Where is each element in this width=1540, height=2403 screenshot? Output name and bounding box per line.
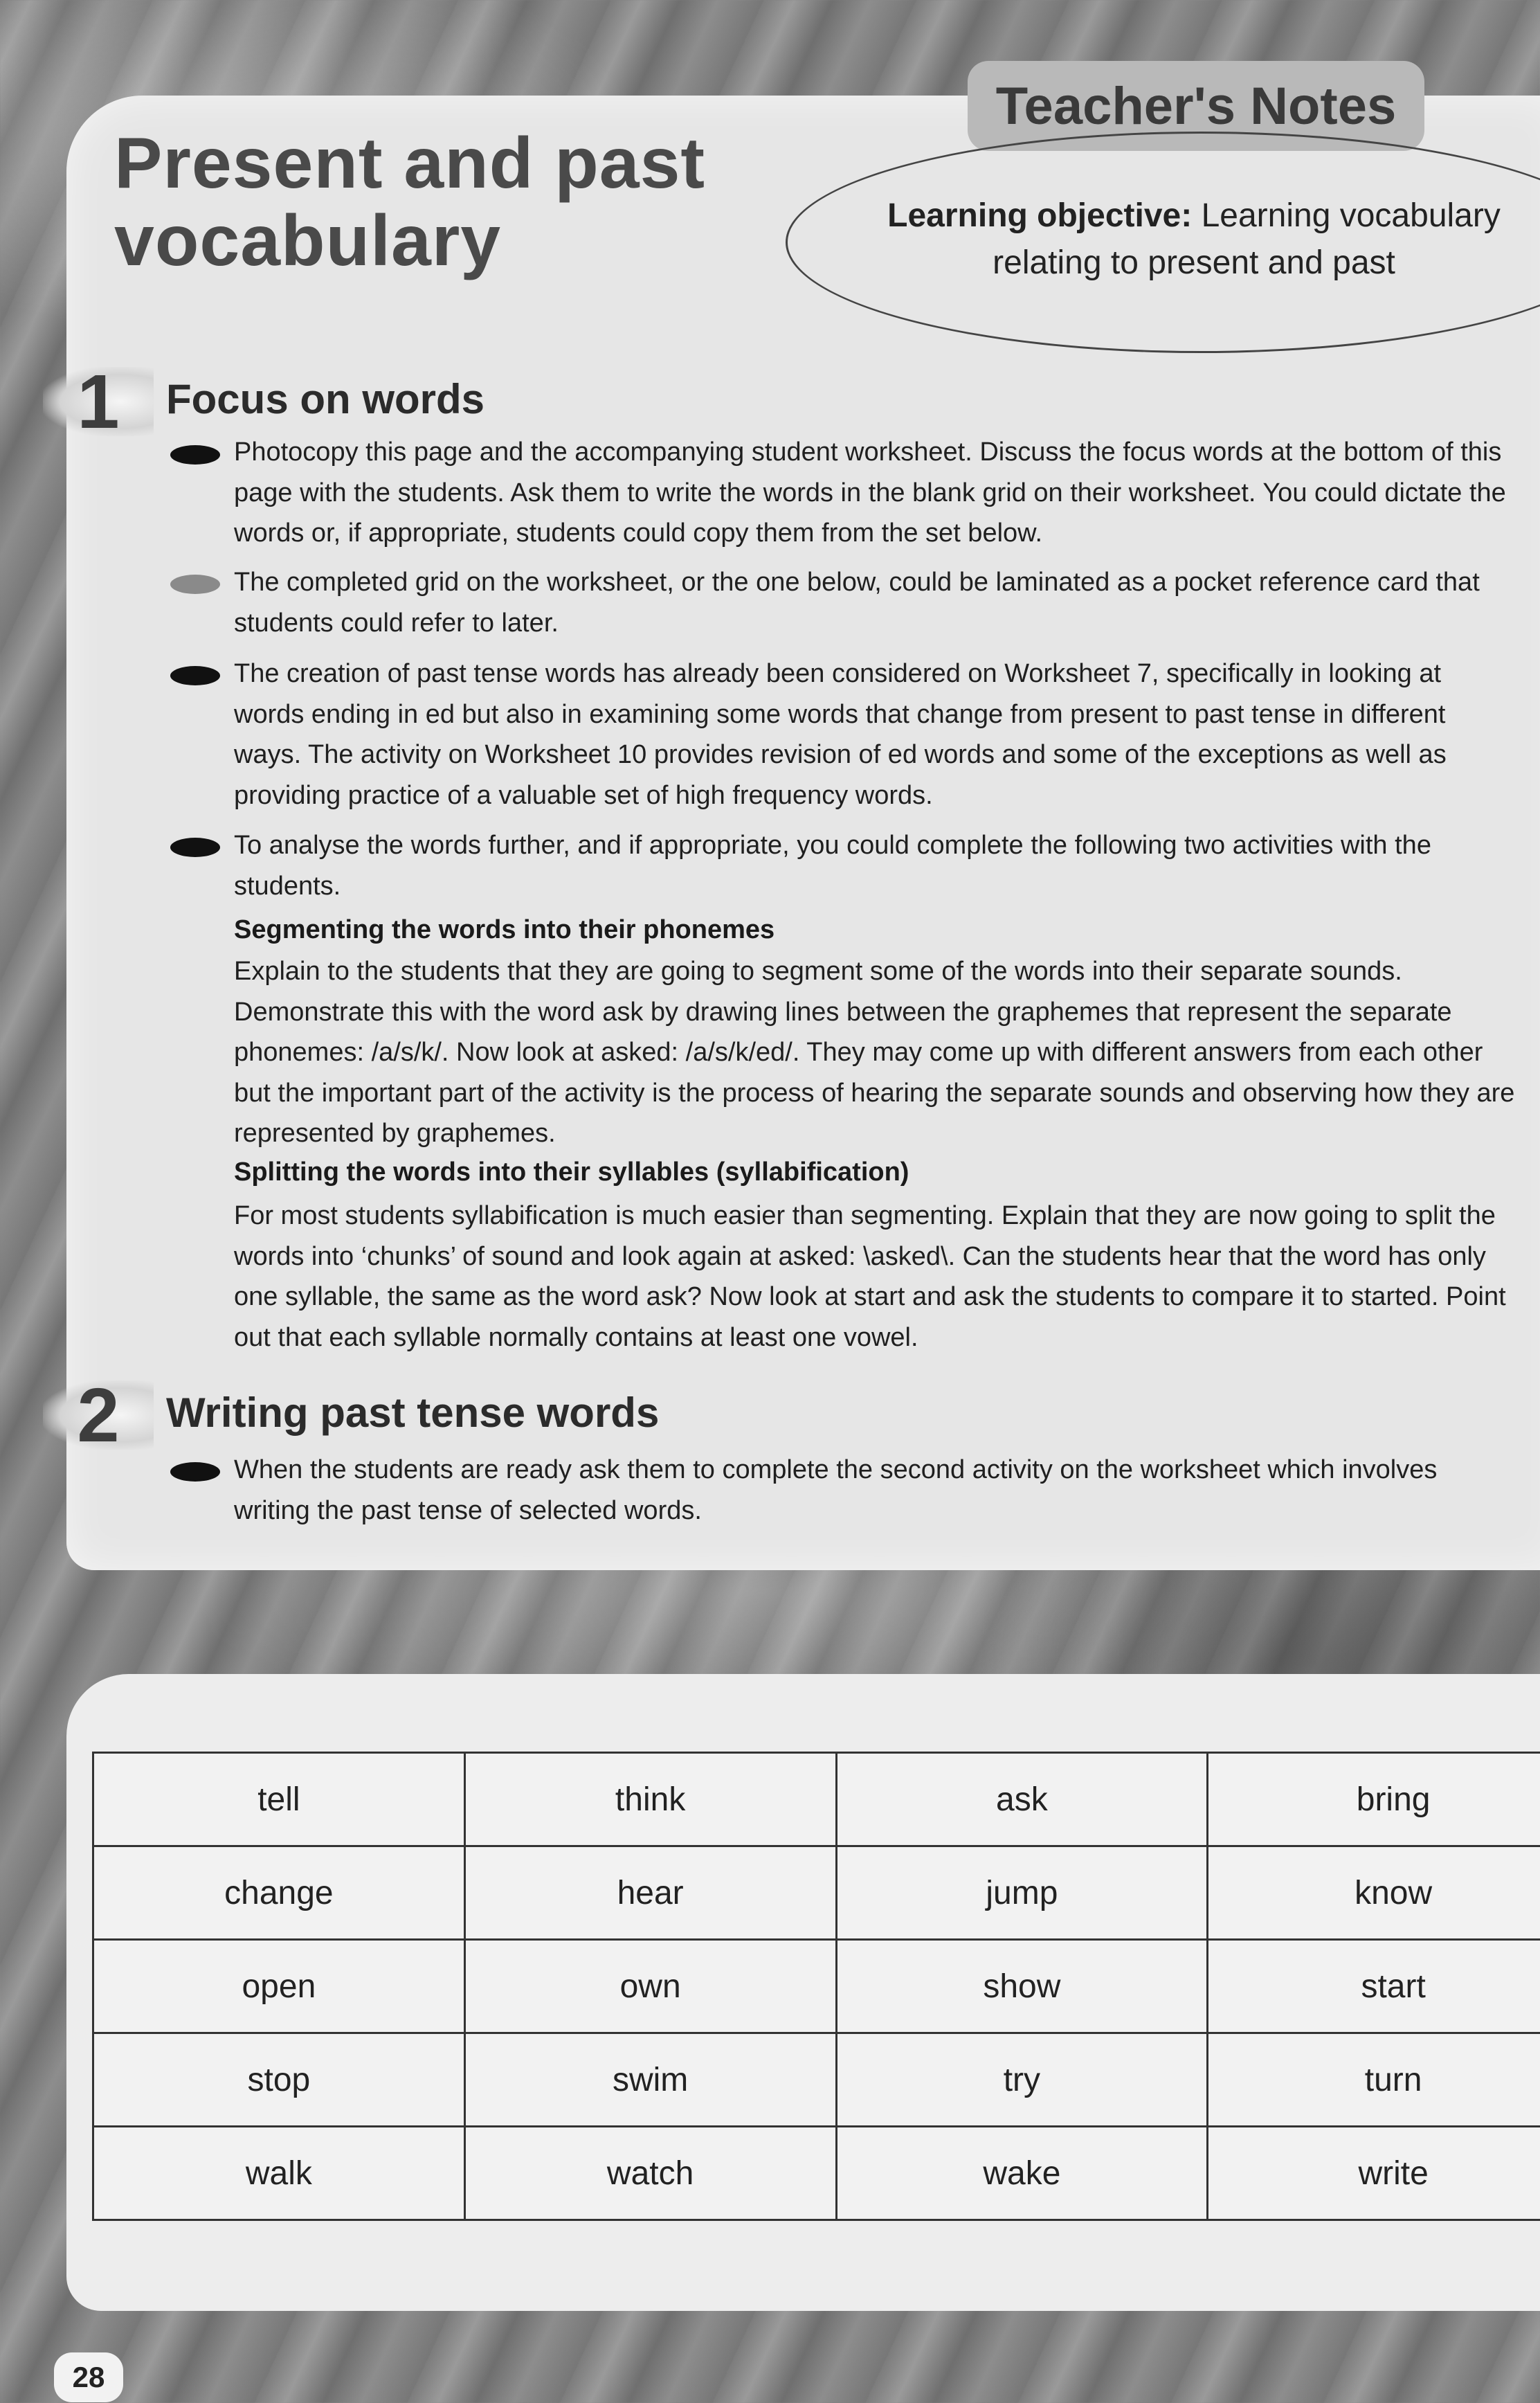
splitting-paragraph: For most students syllabification is much easier than segmenting. Explain that they are now going to split the words into ‘chunks’ of sound and look again at asked: \asked\. Can the students hear that the word has only one syllable, the same as the word ask? Now look at start and ask the students to compare it to started. Point out that each syllable normally contains at least one vowel. bbox=[234, 1201, 1506, 1352]
subheading-splitting: Splitting the words into their syllables (syllabification) bbox=[234, 1158, 909, 1187]
bullet-icon bbox=[170, 445, 220, 465]
word-cell: tell bbox=[93, 1753, 465, 1846]
word-cell: change bbox=[93, 1846, 465, 1940]
bullet-icon bbox=[170, 666, 220, 685]
learning-objective bbox=[831, 192, 1540, 287]
word-cell: ask bbox=[836, 1753, 1208, 1846]
table-row bbox=[93, 2127, 1540, 2220]
objective-label: Learning objective: bbox=[887, 197, 1193, 234]
bullet-icon bbox=[170, 575, 220, 594]
table-row bbox=[93, 1753, 1540, 1846]
teachers-notes-tab: Teacher's Notes bbox=[968, 61, 1424, 151]
bullet-paragraph: When the students are ready ask them to complete the second activity on the worksheet which involves writing the past tense of selected words. bbox=[234, 1455, 1438, 1525]
word-cell: show bbox=[836, 1940, 1208, 2033]
word-cell: stop bbox=[93, 2033, 465, 2127]
word-cell: start bbox=[1208, 1940, 1540, 2033]
bullet-paragraph: Photocopy this page and the accompanying student worksheet. Discuss the focus words at the bottom of this page with the students. Ask them to write the words in the blank grid on their worksheet. You could dictate the words or, if appropriate, students could copy them from the set below. bbox=[234, 438, 1506, 548]
section-heading-focus-on-words: Focus on words bbox=[166, 376, 485, 422]
bullet-paragraph: The creation of past tense words has already been considered on Worksheet 7, specifically in looking at words ending in ed but also in examining some words that change from present to past tense in different ways. The activity on Worksheet 10 provides revision of ed words and some of the exceptions as well as providing practice of a valuable set of high frequency words. bbox=[234, 659, 1447, 810]
page-number: 28 bbox=[54, 2352, 123, 2402]
word-cell: think bbox=[464, 1753, 836, 1846]
page-title-text: Present and past vocabulary bbox=[114, 123, 706, 281]
bullet-paragraph: To analyse the words further, and if appropriate, you could complete the following two activities with the students. bbox=[234, 831, 1431, 901]
word-cell: turn bbox=[1208, 2033, 1540, 2127]
word-cell: open bbox=[93, 1940, 465, 2033]
word-cell: bring bbox=[1208, 1753, 1540, 1846]
word-cell: walk bbox=[93, 2127, 465, 2220]
section-number-badge-1: 1 bbox=[43, 367, 154, 436]
word-cell: write bbox=[1208, 2127, 1540, 2220]
word-cell: own bbox=[464, 1940, 836, 2033]
word-cell: jump bbox=[836, 1846, 1208, 1940]
page-title bbox=[114, 125, 751, 280]
word-cell: know bbox=[1208, 1846, 1540, 1940]
table-row bbox=[93, 2033, 1540, 2127]
section-heading-writing-past-tense: Writing past tense words bbox=[166, 1389, 660, 1436]
word-cell: wake bbox=[836, 2127, 1208, 2220]
bullet-icon bbox=[170, 838, 220, 857]
word-cell: swim bbox=[464, 2033, 836, 2127]
table-row bbox=[93, 1846, 1540, 1940]
bullet-icon bbox=[170, 1462, 220, 1482]
focus-word-grid bbox=[92, 1752, 1540, 2221]
word-cell: hear bbox=[464, 1846, 836, 1940]
subheading-segmenting: Segmenting the words into their phonemes bbox=[234, 915, 775, 944]
segmenting-paragraph: Explain to the students that they are going to segment some of the words into their separate sounds. Demonstrate this with the word ask by drawing lines between the graphemes that represent the separate phonemes: /a/s/k/. Now look at asked: /a/s/k/ed/. They may come up with different answers from each other but the important part of the activity is the process of hearing the separate sounds and observing how they are represented by graphemes. bbox=[234, 957, 1515, 1148]
word-cell: watch bbox=[464, 2127, 836, 2220]
table-row bbox=[93, 1940, 1540, 2033]
section-number-badge-2: 2 bbox=[43, 1380, 154, 1450]
objective-text: Learning vocabulary relating to present and past bbox=[993, 197, 1501, 281]
word-cell: try bbox=[836, 2033, 1208, 2127]
bullet-paragraph: The completed grid on the worksheet, or the one below, could be laminated as a pocket reference card that students could refer to later. bbox=[234, 568, 1480, 638]
